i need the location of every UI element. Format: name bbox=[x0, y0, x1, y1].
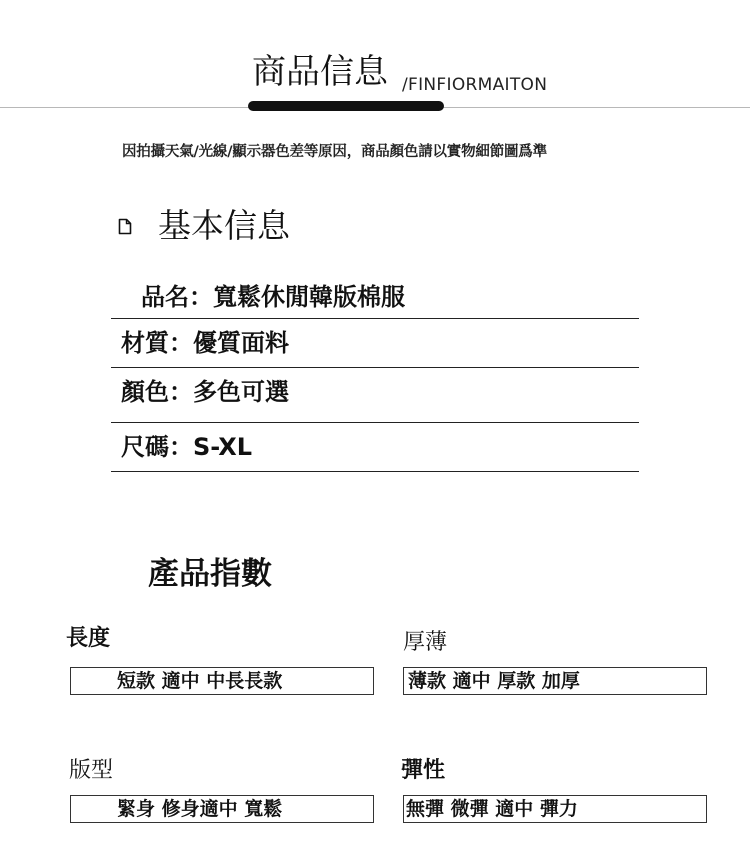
page-subtitle: /FINFIORMAITON bbox=[402, 75, 548, 95]
color-disclaimer: 因拍攝天氣/光線/顯示器色差等原因，商品顏色請以實物細節圖爲準 bbox=[122, 144, 547, 160]
info-row-color: 顏色：多色可選 bbox=[121, 378, 289, 406]
page-title: 商品信息 bbox=[252, 52, 388, 92]
info-row-name: 品名：寬鬆休閒韓版棉服 bbox=[141, 283, 405, 311]
scale-length: 短款 適中 中長長款 bbox=[70, 667, 374, 695]
scale-elasticity: 無彈 微彈 適中 彈力 bbox=[403, 795, 707, 823]
info-row-divider bbox=[111, 422, 639, 423]
info-row-divider bbox=[111, 367, 639, 368]
scale-fit: 緊身 修身適中 寬鬆 bbox=[70, 795, 374, 823]
basic-info-title: 基本信息 bbox=[158, 206, 290, 245]
document-icon bbox=[118, 218, 132, 235]
scale-thickness: 薄款 適中 厚款 加厚 bbox=[403, 667, 707, 695]
header-accent-bar bbox=[248, 101, 444, 111]
info-row-divider bbox=[111, 318, 639, 319]
attr-label-elasticity: 彈性 bbox=[401, 758, 446, 783]
attr-label-thickness: 厚薄 bbox=[403, 630, 448, 655]
product-index-title: 產品指數 bbox=[148, 556, 272, 592]
info-row-divider bbox=[111, 471, 639, 472]
attr-label-length: 長度 bbox=[66, 626, 111, 651]
info-row-size: 尺碼：S-XL bbox=[121, 433, 253, 461]
info-row-material: 材質：優質面料 bbox=[121, 329, 289, 357]
attr-label-fit: 版型 bbox=[69, 758, 114, 783]
